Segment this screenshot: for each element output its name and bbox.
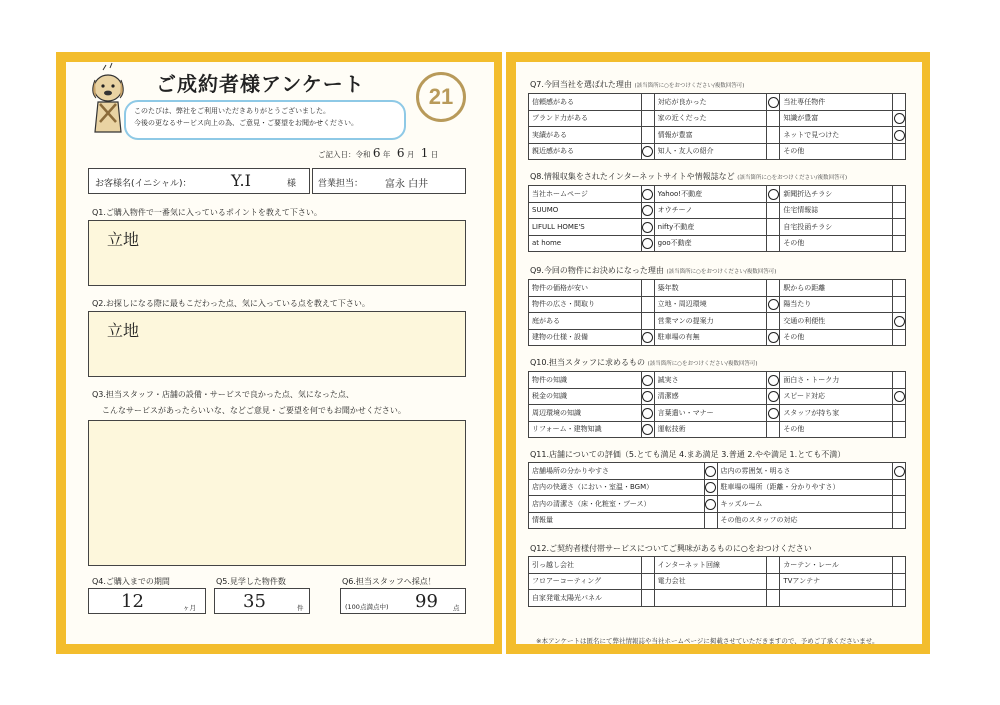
q9-option: 駐車場の有無 [654, 329, 767, 346]
q12-option: 自家発電太陽光パネル [529, 590, 642, 607]
q8-checkbox[interactable] [767, 186, 780, 203]
circle-mark-icon [768, 408, 779, 419]
q10-option: 面白さ・トーク力 [780, 372, 893, 389]
q8-option: その他 [780, 235, 893, 252]
q8-heading [530, 171, 847, 182]
q11-row [529, 463, 906, 480]
date-year-unit: 年 [382, 150, 391, 159]
q8-table [528, 185, 906, 252]
circle-mark-icon [642, 375, 653, 386]
q9-checkbox[interactable] [641, 313, 654, 330]
q7-row [529, 143, 906, 160]
brand-logo-text: 21 [428, 84, 454, 109]
q11-checkbox[interactable] [704, 512, 717, 529]
q10-note: (該当箇所に○をおつけください/複数回答可) [647, 361, 758, 367]
q7-checkbox[interactable] [641, 127, 654, 144]
q12-option [654, 590, 767, 607]
q7-option: 当社専任物件 [780, 94, 893, 111]
q8-option: at home [529, 235, 642, 252]
circle-mark-icon [894, 466, 905, 477]
q7-option: 実績がある [529, 127, 642, 144]
q10-checkbox[interactable] [767, 388, 780, 405]
q12-checkbox[interactable] [893, 573, 906, 590]
staff-value: 富永 白井 [385, 179, 429, 190]
q1-answer: 立地 [107, 230, 140, 249]
q11-row [529, 512, 906, 529]
q7-option: ネットで見つけた [780, 127, 893, 144]
q7-option: 知識が豊富 [780, 110, 893, 127]
q8-checkbox[interactable] [641, 202, 654, 219]
q8-row [529, 186, 906, 203]
q11-option: 駐車場の場所（距離・分かりやすさ） [717, 479, 893, 496]
circle-mark-icon [768, 97, 779, 108]
circle-mark-icon [894, 316, 905, 327]
page-title: ご成約者様アンケート [156, 72, 365, 96]
q4-label: Q4.ご購入までの期間 [92, 577, 170, 586]
circle-mark-icon [642, 222, 653, 233]
q9-option: 物件の広さ・間取り [529, 296, 642, 313]
q10-table [528, 371, 906, 438]
q11-option: 店内の快適さ（におい・室温・BGM） [529, 479, 705, 496]
circle-mark-icon [705, 466, 716, 477]
q5-label: Q5.見学した物件数 [216, 577, 286, 586]
q11-checkbox[interactable] [893, 463, 906, 480]
circle-mark-icon [642, 146, 653, 157]
q11-checkbox[interactable] [704, 496, 717, 513]
q10-checkbox[interactable] [767, 372, 780, 389]
q11-row [529, 479, 906, 496]
q11-checkbox[interactable] [893, 479, 906, 496]
circle-mark-icon [705, 482, 716, 493]
staff-box [312, 168, 466, 194]
intro-line-1: このたびは、弊社をご利用いただきありがとうございました。 [134, 107, 330, 115]
q10-option: 税金の知識 [529, 388, 642, 405]
q9-checkbox[interactable] [893, 280, 906, 297]
q12-table [528, 556, 906, 607]
q8-checkbox[interactable] [893, 186, 906, 203]
q8-checkbox[interactable] [893, 235, 906, 252]
q8-option: 当社ホームページ [529, 186, 642, 203]
staff-label: 営業担当： [318, 179, 364, 189]
q12-checkbox[interactable] [893, 557, 906, 574]
q12-checkbox[interactable] [641, 573, 654, 590]
q7-checkbox[interactable] [893, 110, 906, 127]
q9-row [529, 329, 906, 346]
q4-unit: ヶ月 [183, 604, 196, 612]
date-day: 1 [420, 146, 429, 160]
q8-row [529, 202, 906, 219]
q12-checkbox[interactable] [767, 557, 780, 574]
q7-row [529, 110, 906, 127]
q9-checkbox[interactable] [767, 313, 780, 330]
q8-checkbox[interactable] [893, 219, 906, 236]
q7-checkbox[interactable] [893, 127, 906, 144]
q11-label: Q11.店舗についての評価（5.とても満足 4.まあ満足 3.普通 2.やや満足 1.とても不満） [530, 450, 846, 459]
q9-option: 交通の利便性 [780, 313, 893, 330]
q8-note: (該当箇所に○をおつけください/複数回答可) [737, 175, 848, 181]
circle-mark-icon [768, 375, 779, 386]
q8-label: Q8.情報収集をされたインターネットサイトや情報誌など [530, 172, 735, 181]
q8-checkbox[interactable] [641, 235, 654, 252]
q5-value: 35 [243, 591, 266, 612]
q9-checkbox[interactable] [641, 296, 654, 313]
date-year: 6 [372, 146, 381, 160]
q9-option: 営業マンの提案力 [654, 313, 767, 330]
q9-checkbox[interactable] [767, 329, 780, 346]
q4-box[interactable] [88, 588, 206, 614]
q10-checkbox[interactable] [893, 388, 906, 405]
q9-checkbox[interactable] [893, 313, 906, 330]
date-month-unit: 月 [406, 150, 415, 159]
q7-heading [530, 79, 744, 90]
q11-checkbox[interactable] [893, 512, 906, 529]
q7-row [529, 127, 906, 144]
q7-row [529, 94, 906, 111]
q8-checkbox[interactable] [767, 202, 780, 219]
q3-answer-box[interactable] [88, 420, 466, 566]
q12-option: 引っ越し会社 [529, 557, 642, 574]
q9-checkbox[interactable] [767, 296, 780, 313]
q10-option: その他 [780, 421, 893, 438]
q9-row [529, 313, 906, 330]
circle-mark-icon [894, 391, 905, 402]
q9-checkbox[interactable] [641, 280, 654, 297]
q8-option: 新聞折込チラシ [780, 186, 893, 203]
q5-unit: 件 [297, 604, 304, 612]
customer-name-box [88, 168, 310, 194]
q7-checkbox[interactable] [641, 110, 654, 127]
q11-option: キッズルーム [717, 496, 893, 513]
q11-option: その他のスタッフの対応 [717, 512, 893, 529]
q10-option: リフォーム・建物知識 [529, 421, 642, 438]
q9-option: その他 [780, 329, 893, 346]
q12-option [780, 590, 893, 607]
q8-option: Yahoo!不動産 [654, 186, 767, 203]
circle-mark-icon [894, 130, 905, 141]
q10-option: 周辺環境の知識 [529, 405, 642, 422]
q8-checkbox[interactable] [641, 186, 654, 203]
q3-label-2: こんなサービスがあったらいいな、などご意見・ご要望を何でもお聞かせください。 [102, 406, 406, 415]
q8-checkbox[interactable] [893, 202, 906, 219]
q12-checkbox[interactable] [767, 573, 780, 590]
q12-option: TVアンテナ [780, 573, 893, 590]
q11-option: 情報量 [529, 512, 705, 529]
q12-checkbox[interactable] [641, 557, 654, 574]
q10-option: 言葉遣い・マナー [654, 405, 767, 422]
q9-option: 陽当たり [780, 296, 893, 313]
q8-option: LIFULL HOME'S [529, 219, 642, 236]
q2-answer-box[interactable] [88, 311, 466, 377]
date-day-unit: 日 [430, 150, 439, 159]
circle-mark-icon [642, 408, 653, 419]
q10-checkbox[interactable] [893, 372, 906, 389]
q11-checkbox[interactable] [704, 463, 717, 480]
q8-option: 自宅投函チラシ [780, 219, 893, 236]
date-line [318, 146, 438, 160]
q8-option: nifty不動産 [654, 219, 767, 236]
q7-option: 信頼感がある [529, 94, 642, 111]
q10-checkbox[interactable] [641, 372, 654, 389]
q11-row [529, 496, 906, 513]
circle-mark-icon [642, 238, 653, 249]
q8-checkbox[interactable] [767, 219, 780, 236]
q6-value: 99 [415, 591, 438, 612]
q2-answer: 立地 [107, 321, 140, 340]
q10-row [529, 405, 906, 422]
q12-option: インターネット回線 [654, 557, 767, 574]
q10-label: Q10.担当スタッフに求めるもの [530, 358, 646, 367]
q12-option: カーテン・レール [780, 557, 893, 574]
q9-note: (該当箇所に○をおつけください/複数回答可) [666, 269, 777, 275]
q6-label: Q6.担当スタッフへ採点！ [342, 577, 436, 586]
q9-label: Q9.今回の物件にお決めになった理由 [530, 266, 664, 275]
q7-checkbox[interactable] [893, 94, 906, 111]
q9-option: 庭がある [529, 313, 642, 330]
q11-table [528, 462, 906, 529]
q2-label: Q2.お探しになる際に最もこだわった点、気に入っている点を教えて下さい。 [92, 299, 370, 308]
circle-mark-icon [768, 189, 779, 200]
q9-option: 立地・周辺環境 [654, 296, 767, 313]
q9-checkbox[interactable] [893, 329, 906, 346]
q7-checkbox[interactable] [767, 127, 780, 144]
q7-option: 情報が豊富 [654, 127, 767, 144]
q9-option: 建物の仕様・設備 [529, 329, 642, 346]
q8-row [529, 219, 906, 236]
q7-option: 対応が良かった [654, 94, 767, 111]
q7-checkbox[interactable] [893, 143, 906, 160]
q7-label: Q7.今回当社を選ばれた理由 [530, 80, 632, 89]
q1-label: Q1.ご購入物件で一番気に入っているポイントを教えて下さい。 [92, 208, 322, 217]
circle-mark-icon [642, 391, 653, 402]
q10-checkbox[interactable] [893, 421, 906, 438]
q9-row [529, 280, 906, 297]
q10-row [529, 388, 906, 405]
circle-mark-icon [642, 189, 653, 200]
q7-option: 親近感がある [529, 143, 642, 160]
q7-note: (該当箇所に○をおつけください/複数回答可) [634, 83, 745, 89]
q7-checkbox[interactable] [641, 94, 654, 111]
q11-option: 店内の清潔さ（床・化粧室・ブース） [529, 496, 705, 513]
circle-mark-icon [642, 424, 653, 435]
q6-unit: 点 [453, 604, 460, 612]
q7-option: その他 [780, 143, 893, 160]
q7-checkbox[interactable] [767, 143, 780, 160]
q12-row [529, 557, 906, 574]
q7-checkbox[interactable] [641, 143, 654, 160]
circle-mark-icon [642, 205, 653, 216]
q10-checkbox[interactable] [641, 405, 654, 422]
q10-heading [530, 357, 757, 368]
q7-option: 知人・友人の紹介 [654, 143, 767, 160]
q10-checkbox[interactable] [767, 405, 780, 422]
q11-checkbox[interactable] [893, 496, 906, 513]
q9-option: 築年数 [654, 280, 767, 297]
q8-option: goo不動産 [654, 235, 767, 252]
q8-option: 住宅情報誌 [780, 202, 893, 219]
q12-option: 電力会社 [654, 573, 767, 590]
circle-mark-icon [768, 299, 779, 310]
q5-box[interactable] [214, 588, 310, 614]
q8-row [529, 235, 906, 252]
q10-option: 誠実さ [654, 372, 767, 389]
q9-checkbox[interactable] [893, 296, 906, 313]
q11-option: 店舗場所の分かりやすさ [529, 463, 705, 480]
q12-checkbox[interactable] [893, 590, 906, 607]
circle-mark-icon [768, 332, 779, 343]
q7-table [528, 93, 906, 160]
circle-mark-icon [705, 499, 716, 510]
circle-mark-icon [894, 113, 905, 124]
q9-table [528, 279, 906, 346]
date-month: 6 [396, 146, 405, 160]
circle-mark-icon [768, 391, 779, 402]
customer-name-label: お客様名(イニシャル)： [95, 179, 192, 189]
q10-option: 清潔感 [654, 388, 767, 405]
q12-row [529, 590, 906, 607]
q12-option: フロアーコーティング [529, 573, 642, 590]
q11-checkbox[interactable] [704, 479, 717, 496]
customer-name-suffix: 様 [287, 179, 297, 189]
q10-checkbox[interactable] [767, 421, 780, 438]
q10-checkbox[interactable] [641, 421, 654, 438]
brand-logo [416, 72, 466, 122]
q7-option: 家の近くだった [654, 110, 767, 127]
q10-option: スタッフが持ち家 [780, 405, 893, 422]
date-label: ご記入日：令和 [318, 150, 371, 159]
q4-value: 12 [121, 591, 144, 612]
q6-prefix: (100点満点中) [345, 603, 389, 611]
customer-name-value: Y.I [231, 171, 251, 190]
q12-checkbox[interactable] [641, 590, 654, 607]
footer-note: ※本アンケートは匿名にて弊社情報誌や当社ホームページに掲載させていただきますので、予めご了承くださいませ。 [536, 637, 879, 645]
intro-bubble [124, 100, 406, 140]
q10-row [529, 372, 906, 389]
q12-label: Q12.ご契約者様付帯サービスについてご興味があるものに○をおつけください [530, 544, 812, 553]
q8-option: SUUMO [529, 202, 642, 219]
q8-checkbox[interactable] [767, 235, 780, 252]
q10-row [529, 421, 906, 438]
q12-checkbox[interactable] [767, 590, 780, 607]
q9-checkbox[interactable] [767, 280, 780, 297]
q10-checkbox[interactable] [641, 388, 654, 405]
q8-option: オウチーノ [654, 202, 767, 219]
intro-line-2: 今後の更なるサービス向上の為、ご意見・ご要望をお聞かせください。 [134, 119, 358, 127]
q9-row [529, 296, 906, 313]
q3-label-1: Q3.担当スタッフ・店舗の設備・サービスで良かった点、気になった点、 [92, 390, 354, 399]
q6-box[interactable] [340, 588, 466, 614]
q7-option: ブランド力がある [529, 110, 642, 127]
q10-option: 運転技術 [654, 421, 767, 438]
q7-checkbox[interactable] [767, 94, 780, 111]
q9-option: 物件の価格が安い [529, 280, 642, 297]
q11-option: 店内の雰囲気・明るさ [717, 463, 893, 480]
q10-checkbox[interactable] [893, 405, 906, 422]
q8-checkbox[interactable] [641, 219, 654, 236]
q9-heading [530, 265, 776, 276]
q12-row [529, 573, 906, 590]
q10-option: スピード対応 [780, 388, 893, 405]
circle-mark-icon [642, 332, 653, 343]
q9-checkbox[interactable] [641, 329, 654, 346]
q7-checkbox[interactable] [767, 110, 780, 127]
q10-option: 物件の知識 [529, 372, 642, 389]
q9-option: 駅からの距離 [780, 280, 893, 297]
q1-answer-box[interactable] [88, 220, 466, 286]
